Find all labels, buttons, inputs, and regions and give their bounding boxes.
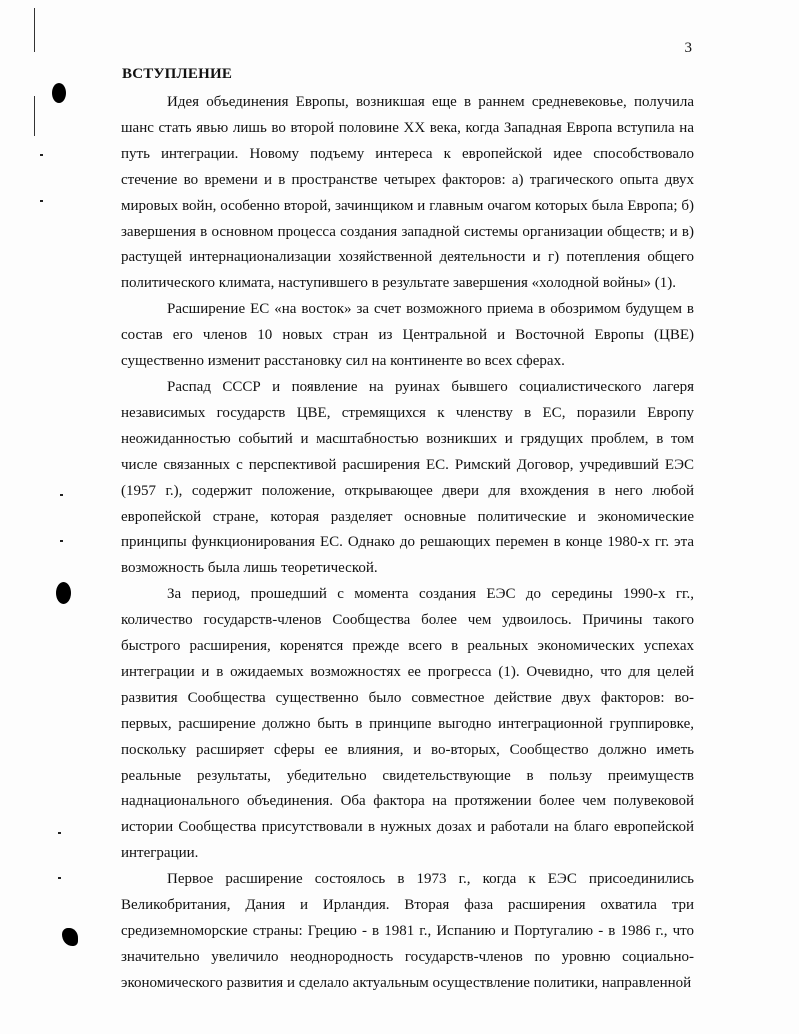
hole-punch-mark — [56, 582, 71, 604]
paragraph: Расширение ЕС «на восток» за счет возможного приема в обозримом будущем в состав его членов 10 новых стран из Центральной и Восточной Европы (ЦВЕ) существенно изменит расстановку сил на континенте во всех сферах. — [121, 301, 694, 370]
scan-dot — [60, 540, 63, 542]
scan-edge-line — [34, 96, 35, 136]
ink-blot-mark — [62, 928, 78, 946]
paragraph: Первое расширение состоялось в 1973 г., когда к ЕЭС присоединились Великобритания, Дания и Ирландия. Вторая фаза расширения охватила три средиземноморские страны: Грецию - в 1981 г., Испанию и Португалию - в 1986 г., что значительно увеличило неоднородность государств-членов по уровню социально-экономического развития и сделало актуальным осуществление политики, направленной — [121, 871, 694, 991]
hole-punch-mark — [52, 83, 66, 103]
scan-dot — [60, 494, 63, 496]
scan-dot — [40, 154, 43, 156]
scan-dot — [58, 832, 61, 834]
page-number: 3 — [684, 40, 692, 56]
body-text — [121, 90, 694, 997]
paragraph: За период, прошедший с момента создания ЕЭС до середины 1990-х гг., количество государств-членов Сообщества более чем удвоилось. Причины такого быстрого расширения, коренятся прежде всего в реальных экономических успехах интеграции и в ожидаемых возможностях ее прогресса (1). Очевидно, что для целей развития Сообщества существенно было совместное действие двух факторов: во-первых, расширение должно быть в принципе выгодно интеграционной группировке, поскольку расширяет сферы ее влияния, и во-вторых, Сообщество должно иметь реальные результаты, убедительно свидетельствующие в пользу преимуществ наднационального объединения. Оба фактора на протяжении более чем полувековой истории Сообщества присутствовали в нужных дозах и работали на благо европейской интеграции. — [121, 586, 694, 862]
section-heading: ВСТУПЛЕНИЕ — [122, 66, 233, 82]
paragraph: Идея объединения Европы, возникшая еще в раннем средневековье, получила шанс стать явью лишь во второй половине XX века, когда Западная Европа вступила на путь интеграции. Новому подъему интереса к европейской идее способствовало стечение во времени и в пространстве четырех факторов: а) трагического опыта двух мировых войн, особенно второй, зачинщиком и главным очагом которых была Европа; б) завершения в основном процесса создания западной системы организации обществ; и в) растущей интернационализации хозяйственной деятельности и г) потепления общего политического климата, наступившего в результате завершения «холодной войны» (1). — [121, 94, 694, 292]
scan-dot — [40, 200, 43, 202]
scan-edge-line — [34, 8, 35, 52]
paragraph: Распад СССР и появление на руинах бывшего социалистического лагеря независимых государств ЦВЕ, стремящихся к членству в ЕС, поразили Европу неожиданностью событий и масштабностью возникших и грядущих проблем, в том числе связанных с перспективой расширения ЕС. Римский Договор, учредивший ЕЭС (1957 г.), содержит положение, открывающее двери для вхождения в него любой европейской стране, которая разделяет основные политические и экономические принципы функционирования ЕС. Однако до решающих перемен в конце 1980-х гг. эта возможность была лишь теоретической. — [121, 378, 694, 577]
scan-dot — [58, 877, 61, 879]
